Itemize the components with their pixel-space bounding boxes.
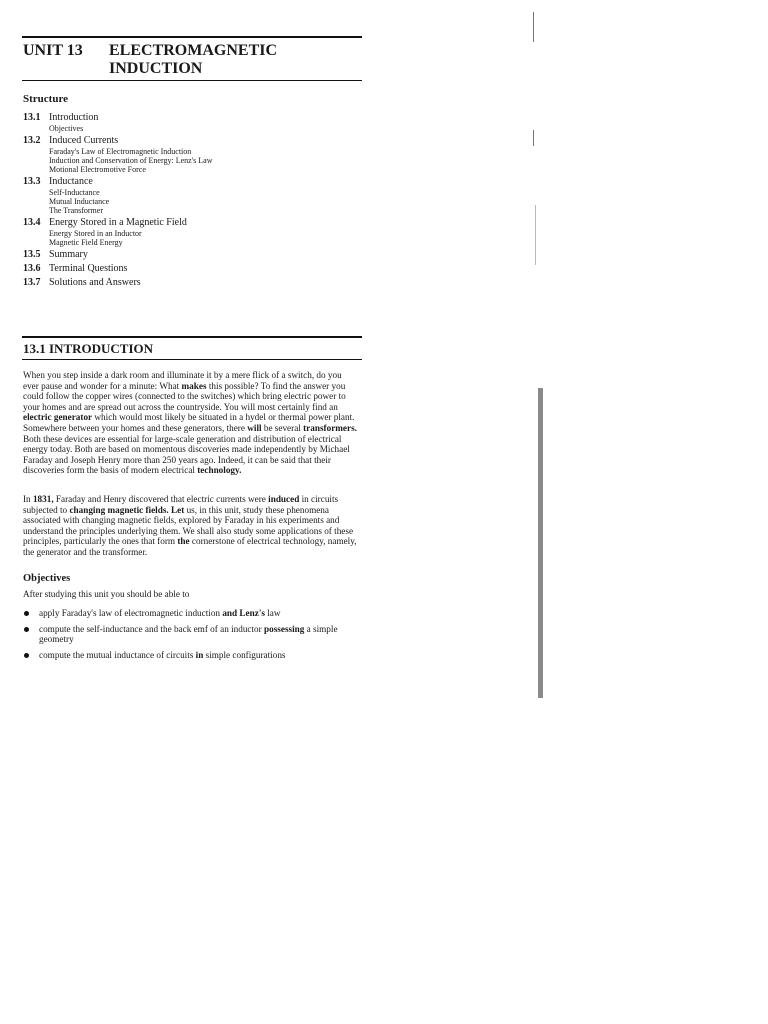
emphasis-text: electric generator [23,412,93,423]
scan-artifact [533,12,534,42]
emphasis-text: and Lenz's [222,608,265,618]
emphasis-text: will [247,422,262,433]
unit-title-line-1: ELECTROMAGNETIC [109,42,278,59]
section-number: 13.7 [23,277,41,288]
section-number: 13.4 [23,217,41,228]
unit-title-line-2: INDUCTION [109,60,203,77]
subsection-title: Motional Electromotive Force [49,165,146,174]
emphasis-text: in [195,649,204,660]
section-title: Summary [49,249,88,260]
body-text: a simple geometry [39,623,338,645]
subsection-title: The Transformer [49,206,103,215]
top-rule [22,36,362,38]
body-text: compute the mutual inductance of circuits [39,649,196,660]
objective-item [23,624,359,645]
subsection-title: Energy Stored in an Inductor [49,229,142,238]
objective-item [23,608,359,619]
structure-section [23,217,353,229]
body-text: Both these devices are essential for large-scale generation and distribution of electrical energy today. Both are based on momentous discoveries made independently by Michael Faraday and Joseph Henry more than 250 years ago. Indeed, it can be said that their discoveries form the basis of modern electrical [23,433,350,476]
structure-section [23,277,353,289]
emphasis-text: transformers. [303,422,357,433]
body-text: When you step inside a dark room and illuminate it by a mere flick of a switch, do you ever pause and wonder for a minute: What [23,370,342,391]
structure-section [23,263,353,275]
objective-item [23,650,359,661]
section-title: Introduction [49,112,99,123]
intro-paragraph-2 [23,494,359,558]
body-text: simple configurations [203,649,286,660]
body-text: Faraday and Henry discovered that electric currents were [53,494,269,504]
subsection-title: Induction and Conservation of Energy: Lenz's Law [49,156,213,165]
section-number: 13.2 [23,135,41,146]
section-number: 13.3 [23,176,41,187]
intro-paragraph-1 [23,370,359,476]
body-text: cornerstone of electrical technology, namely, the generator and the transformer. [23,536,357,557]
subsection-title: Self-Inductance [49,188,100,197]
objectives-list [23,608,359,665]
heading-bottom-rule [22,80,362,81]
section-title: Terminal Questions [49,263,128,274]
structure-section [23,176,353,188]
scan-artifact [535,205,536,265]
body-text: In [23,494,33,504]
structure-section [23,249,353,261]
body-text: apply Faraday's law of electromagnetic induction [39,608,223,618]
body-text: which would most likely be situated in a hydel or thermal power plant. Somewhere between your homes and these generators, there [23,412,355,433]
bullet-icon [24,653,29,658]
section-title: Solutions and Answers [49,277,141,288]
section-number: 13.5 [23,249,41,260]
body-text: in circuits subjected to [23,494,339,515]
emphasis-text: induced [268,494,300,504]
structure-section [23,112,353,124]
subsection-title: Magnetic Field Energy [49,238,123,247]
section-title: Energy Stored in a Magnetic Field [49,217,187,228]
emphasis-text: changing magnetic fields. Let [69,504,185,515]
section-number: 13.1 [23,112,41,123]
body-text: compute the self-inductance and the back emf of an inductor [39,623,265,634]
subsection-title: Faraday's Law of Electromagnetic Induction [49,147,192,156]
section-top-rule [22,336,362,338]
bullet-icon [24,627,29,632]
scan-edge-strip [538,388,543,698]
section-heading: 13.1 INTRODUCTION [23,341,154,356]
section-number: 13.6 [23,263,41,274]
unit-label: UNIT 13 [23,42,83,59]
structure-title: Structure [23,93,69,105]
emphasis-text: the [177,536,190,547]
emphasis-text: makes [181,380,207,391]
body-text: be several [261,422,304,433]
subsection-title: Objectives [49,124,84,133]
body-text: law [264,608,281,618]
bullet-icon [24,611,29,616]
section-title: Induced Currents [49,135,119,146]
section-bottom-rule [22,359,362,360]
body-text: us, in this unit, study these phenomena associated with changing magnetic fields, explored by Faraday in his experiments and understand the principles underlying them. We shall also study some applications of these principles, particularly the ones that form [23,504,354,547]
emphasis-text: possessing [264,623,305,634]
emphasis-text: 1831, [32,494,54,504]
scan-artifact [533,130,534,146]
structure-section [23,135,353,147]
objectives-heading: Objectives [23,573,71,584]
body-text: this possible? To find the answer you could follow the copper wires (connected to the switches) which bring electric power to your homes and are spread out across the countryside. You will most certainly find an [23,380,346,412]
emphasis-text: technology. [197,465,242,476]
structure-list [23,110,353,289]
objectives-intro: After studying this unit you should be able to [23,589,190,599]
subsection-title: Mutual Inductance [49,197,110,206]
section-title: Inductance [49,176,93,187]
